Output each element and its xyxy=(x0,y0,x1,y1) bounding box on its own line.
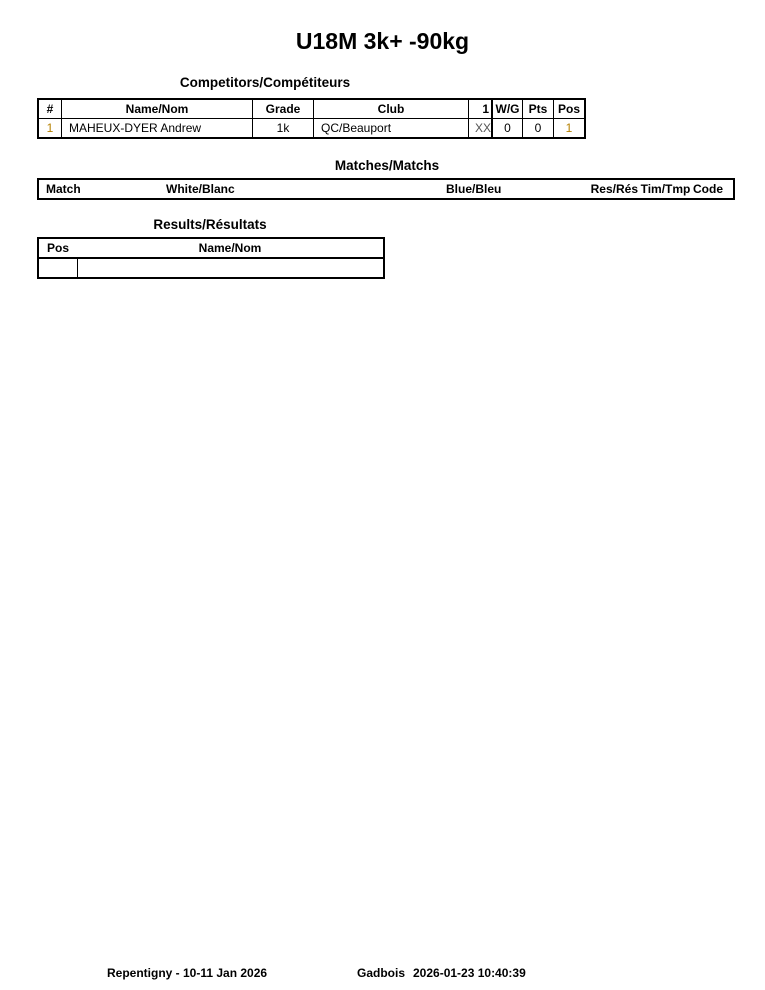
matches-section-title: Matches/Matchs xyxy=(334,158,440,173)
header-match: Match xyxy=(46,182,81,196)
header-white: White/Blanc xyxy=(166,182,235,196)
results-header-row xyxy=(38,238,384,258)
competitor-col1: XX xyxy=(469,119,493,139)
competitor-name: MAHEUX-DYER Andrew xyxy=(62,119,253,139)
matches-table xyxy=(37,178,735,200)
competitor-club: QC/Beauport xyxy=(314,119,469,139)
matches-header-row xyxy=(38,179,734,199)
header-name: Name/Nom xyxy=(62,99,253,119)
competitor-wg: 0 xyxy=(492,119,523,139)
competitor-pts: 0 xyxy=(523,119,554,139)
header-results-name: Name/Nom xyxy=(77,238,384,258)
table-row xyxy=(38,119,585,139)
header-result: Res/Rés xyxy=(590,182,638,196)
page-title: U18M 3k+ -90kg xyxy=(295,28,470,54)
competitor-num: 1 xyxy=(38,119,62,139)
table-row xyxy=(38,258,384,278)
header-blue: Blue/Bleu xyxy=(446,182,502,196)
header-pos: Pos xyxy=(554,99,586,119)
footer-author: Gadbois xyxy=(357,966,406,980)
footer-timestamp: 2026-01-23 10:40:39 xyxy=(413,966,526,980)
header-num: # xyxy=(38,99,62,119)
results-name-cell xyxy=(77,258,384,278)
competitors-section-title: Competitors/Compétiteurs xyxy=(179,75,351,90)
results-pos-cell xyxy=(38,258,77,278)
header-wg: W/G xyxy=(492,99,523,119)
results-table xyxy=(37,237,385,279)
header-time: Tim/Tmp xyxy=(640,182,691,196)
results-section-title: Results/Résultats xyxy=(153,217,267,232)
header-club: Club xyxy=(314,99,469,119)
competitor-pos: 1 xyxy=(554,119,586,139)
competitor-grade: 1k xyxy=(253,119,314,139)
competitors-table xyxy=(37,98,586,139)
header-col1: 1 xyxy=(469,99,493,119)
competitors-header-row xyxy=(38,99,585,119)
header-grade: Grade xyxy=(253,99,314,119)
header-pts: Pts xyxy=(523,99,554,119)
header-results-pos: Pos xyxy=(38,238,77,258)
header-code: Code xyxy=(693,182,723,196)
footer-event: Repentigny - 10-11 Jan 2026 xyxy=(107,966,268,980)
